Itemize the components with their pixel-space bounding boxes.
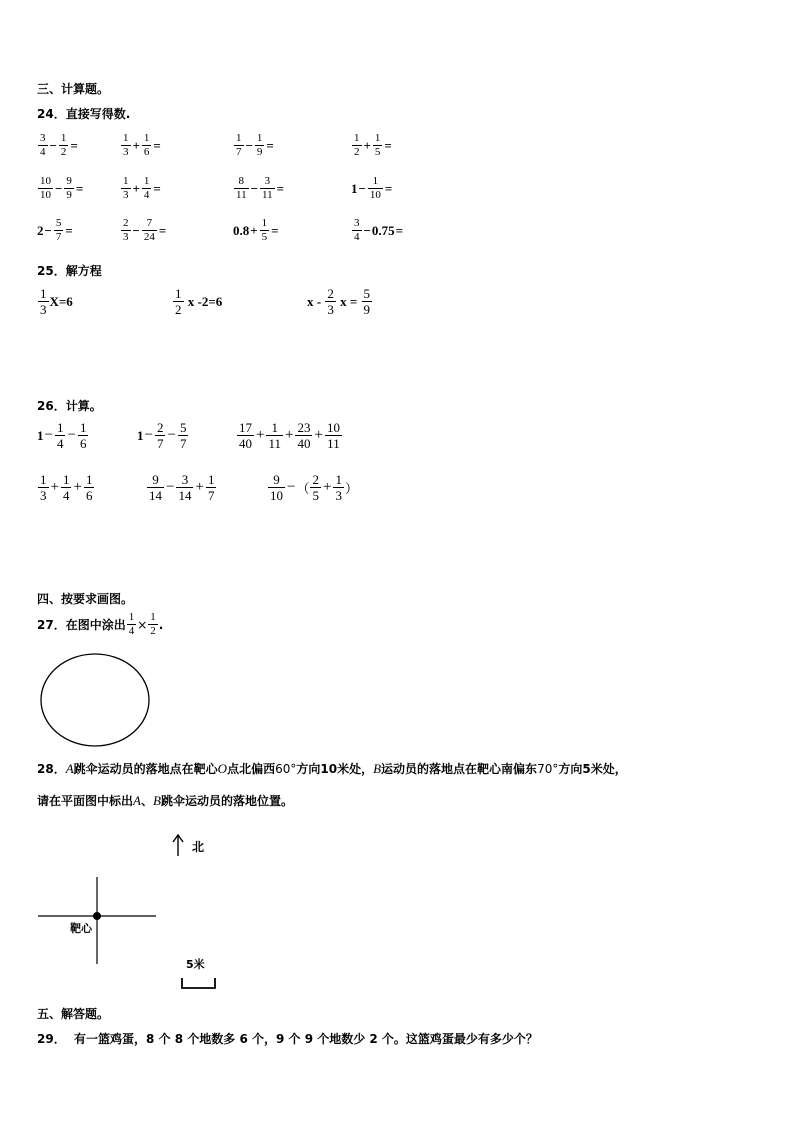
mental-calc-item: $\frac{1}{2}$ + $\frac{1}{5}$ = — [354, 132, 392, 158]
q27-label: 27．在图中涂出 $\frac{1}{4}$ × $\frac{1}{2}$ . — [37, 611, 164, 637]
equation-2: $\frac{1}{2}$ x -2=6 — [175, 286, 223, 317]
calc-r2c2: $\frac{9}{14}$ − $\frac{3}{14}$ + $\frac{1}{7}$ — [149, 472, 215, 503]
section-3-title: 三、计算题。 — [37, 82, 110, 96]
fraction: $\frac{7}{24}$ — [143, 217, 155, 243]
equation-1: $\frac{1}{3}$ X=6 — [40, 286, 73, 317]
q26-label: 26．计算。 — [37, 399, 102, 413]
mental-calc-item: $\frac{1}{3}$ + $\frac{1}{4}$ = — [123, 175, 161, 201]
fraction: $\frac{1}{6}$ — [143, 132, 150, 158]
mental-calc-item: $\frac{2}{3}$ − $\frac{7}{24}$ = — [123, 217, 167, 243]
fraction: $\frac{2}{3}$ — [123, 217, 129, 243]
fraction: $\frac{1}{2}$ — [354, 132, 360, 158]
q24-label: 24．直接写得数. — [37, 107, 131, 121]
fraction: $\frac{1}{10}$ — [369, 175, 381, 201]
mental-calc-item: $\frac{3}{4}$ − $\frac{1}{2}$ = — [40, 132, 78, 158]
fraction: $\frac{1}{7}$ — [236, 132, 242, 158]
q29-text: 29． 有一篮鸡蛋，8 个 8 个地数多 6 个，9 个 9 个地数少 2 个。这篮鸡蛋最少有多少个？ — [37, 1032, 538, 1046]
calc-r2c3: $\frac{9}{10}$ − （ $\frac{2}{5}$ + $\frac{1}{3}$ ） — [270, 472, 358, 503]
mental-calc-item: 2 − $\frac{5}{7}$ = — [37, 217, 73, 243]
fraction: $\frac{3}{11}$ — [262, 175, 273, 201]
fraction: $\frac{2}{3}$ — [327, 286, 334, 317]
section-5-title: 五、解答题。 — [37, 1007, 110, 1021]
fraction: $\frac{8}{11}$ — [236, 175, 247, 201]
calc-r1c3: $\frac{17}{40}$ + $\frac{1}{11}$ + $\frac{23}{40}$ + $\frac{10}{11}$ — [239, 420, 340, 451]
fraction: $\frac{3}{4}$ — [354, 217, 360, 243]
fraction: $\frac{1}{2}$ — [175, 286, 182, 317]
mental-calc-item: $\frac{3}{4}$ − 0.75 = — [354, 217, 404, 243]
fraction: $\frac{1}{3}$ — [123, 132, 129, 158]
q28-line-2: 请在平面图中标出A、B跳伞运动员的落地位置。 — [37, 793, 293, 808]
fraction: $\frac{3}{4}$ — [40, 132, 46, 158]
fraction: $\frac{5}{9}$ — [363, 286, 371, 317]
mental-calc-item: $\frac{1}{3}$ + $\frac{1}{6}$ = — [123, 132, 161, 158]
target-center-label: 靶心 — [70, 922, 92, 935]
mental-calc-item: $\frac{8}{11}$ − $\frac{3}{11}$ = — [236, 175, 285, 201]
calc-r1c2: 1 − $\frac{2}{7}$ − $\frac{5}{7}$ — [137, 420, 187, 451]
mental-calc-item: $\frac{10}{10}$ − $\frac{9}{9}$ = — [40, 175, 84, 201]
fraction: $\frac{1}{4}$ — [143, 175, 150, 201]
equation-3: x - $\frac{2}{3}$ x = $\frac{5}{9}$ — [307, 286, 371, 317]
fraction: $\frac{1}{5}$ — [374, 132, 381, 158]
fraction: $\frac{1}{2}$ — [60, 132, 67, 158]
scale-bar — [182, 978, 215, 988]
q28-line-1: 28．A跳伞运动员的落地点在靶心O点北偏西60°方向10米处，B运动员的落地点在靶心南偏东70°方向5米处， — [37, 761, 627, 776]
mental-calc-item: $\frac{1}{7}$ − $\frac{1}{9}$ = — [236, 132, 274, 158]
mental-calc-item: 1 − $\frac{1}{10}$ = — [351, 175, 393, 201]
fraction: $\frac{1}{5}$ — [261, 217, 268, 243]
circle-figure — [38, 652, 154, 750]
fraction: $\frac{1}{3}$ — [123, 175, 129, 201]
north-label: 北 — [192, 840, 205, 854]
fraction: $\frac{1}{9}$ — [256, 132, 263, 158]
north-arrow-icon — [173, 835, 183, 856]
q25-label: 25．解方程 — [37, 264, 102, 278]
fraction: $\frac{10}{10}$ — [40, 175, 51, 201]
calc-r2c1: $\frac{1}{3}$ + $\frac{1}{4}$ + $\frac{1}{6}$ — [40, 472, 93, 503]
target-diagram — [36, 830, 236, 1000]
scale-label: 5米 — [186, 958, 205, 971]
fraction: $\frac{9}{9}$ — [66, 175, 72, 201]
fraction: $\frac{5}{7}$ — [55, 217, 62, 243]
target-center-dot — [93, 912, 101, 920]
calc-r1c1: 1 − $\frac{1}{4}$ − $\frac{1}{6}$ — [37, 420, 87, 451]
fraction: $\frac{1}{3}$ — [40, 286, 47, 317]
section-4-title: 四、按要求画图。 — [37, 592, 134, 606]
mental-calc-item: 0.8 + $\frac{1}{5}$ = — [233, 217, 279, 243]
